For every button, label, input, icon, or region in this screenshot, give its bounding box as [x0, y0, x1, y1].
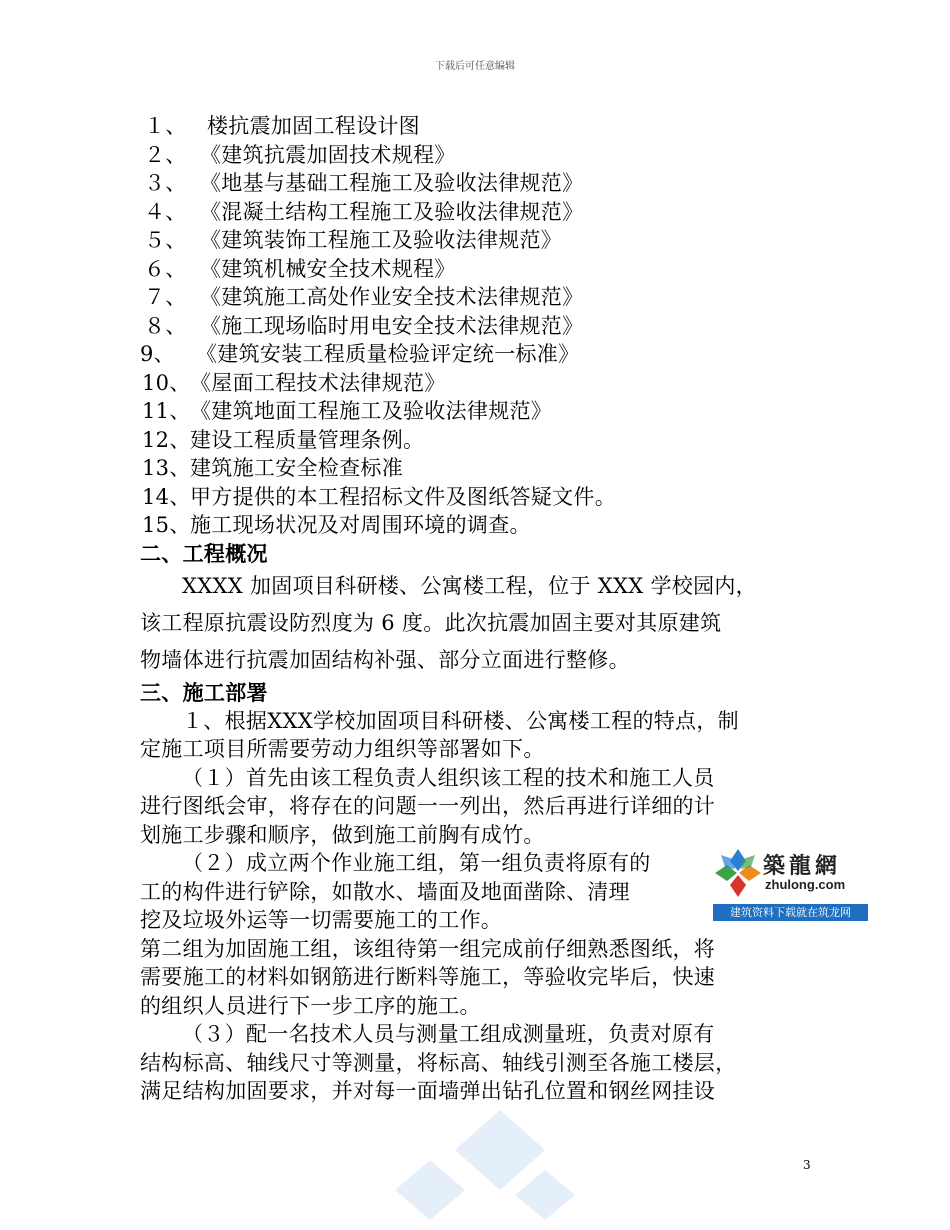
reference-number: ４、	[144, 199, 187, 224]
paragraph-line: １、根据XXX学校加固项目科研楼、公寓楼工程的特点，制	[182, 708, 739, 733]
paragraph-line: （２）成立两个作业施工组，第一组负责将原有的	[182, 851, 651, 875]
paragraph-line: 的组织人员进行下一步工序的施工。	[140, 993, 481, 1018]
paragraph-line: 挖及垃圾外运等一切需要施工的工作。	[140, 908, 503, 932]
reference-text: 《建筑抗震加固技术规程》	[200, 142, 456, 167]
paragraph-line: 物墙体进行抗震加固结构补强、部分立面进行整修。	[140, 647, 630, 672]
reference-number: 15、	[142, 513, 191, 537]
reference-text: 甲方提供的本工程招标文件及图纸答疑文件。	[190, 484, 616, 509]
reference-item	[142, 426, 840, 455]
page-number: 3	[803, 1158, 811, 1172]
flower-logo-icon	[713, 847, 763, 902]
snowflake-watermark-icon	[370, 1100, 600, 1230]
paragraph-line: 第二组为加固施工组，该组待第一组完成前仔细熟悉图纸，将	[140, 936, 716, 961]
reference-item	[142, 483, 840, 512]
reference-number: 12、	[142, 427, 191, 452]
reference-item	[142, 454, 840, 483]
paragraph-line: 进行图纸会审，将存在的问题一一列出，然后再进行详细的计	[140, 794, 716, 818]
logo-domain: zhulong.com	[765, 877, 846, 892]
reference-text: 《建筑地面工程施工及验收法律规范》	[190, 399, 553, 423]
reference-item	[144, 198, 840, 227]
paragraph-line: 该工程原抗震设防烈度为 6 度。此次抗震加固主要对其原建筑	[140, 610, 722, 635]
reference-item	[144, 283, 840, 312]
reference-number: ６、	[144, 256, 187, 281]
reference-number: ２、	[144, 142, 187, 167]
reference-item	[144, 255, 840, 284]
paragraph-line: 需要施工的材料如钢筋进行断料等施工，等验收完毕后，快速	[140, 965, 716, 989]
reference-text: 《混凝土结构工程施工及验收法律规范》	[200, 199, 584, 224]
reference-number: １、	[144, 114, 187, 138]
document-body	[140, 112, 840, 1106]
reference-item	[144, 112, 840, 141]
reference-number: ７、	[144, 285, 187, 309]
reference-number: ８、	[144, 313, 187, 338]
reference-item	[140, 340, 840, 369]
reference-number: 10、	[142, 370, 191, 395]
reference-number: 13、	[142, 456, 191, 480]
paragraph-line: 满足结构加固要求，并对每一面墙弹出钻孔位置和钢丝网挂设	[140, 1079, 716, 1103]
reference-text: 《建筑安装工程质量检验评定统一标准》	[196, 342, 580, 366]
reference-item	[144, 312, 840, 341]
paragraph-line: XXXX 加固项目科研楼、公寓楼工程，位于 XXX 学校园内，	[182, 573, 757, 598]
logo-slogan: 建筑资料下载就在筑龙网	[713, 904, 868, 921]
paragraph-line: （１）首先由该工程负责人组织该工程的技术和施工人员	[182, 765, 715, 790]
section-title: 二、工程概况	[140, 541, 268, 566]
paragraph-line: 工的构件进行铲除，如散水、墙面及地面凿除、清理	[140, 879, 630, 904]
reference-text: 《建筑机械安全技术规程》	[200, 256, 456, 281]
reference-text: 《地基与基础工程施工及验收法律规范》	[200, 171, 584, 195]
reference-text: 《屋面工程技术法律规范》	[190, 370, 446, 395]
reference-number: ３、	[144, 171, 187, 195]
section-title: 三、施工部署	[140, 680, 268, 705]
paragraph-line: 划施工步骤和顺序，做到施工前胸有成竹。	[140, 822, 545, 847]
header-note: 下载后可任意编辑	[435, 61, 515, 72]
zhulong-logo	[713, 847, 868, 921]
reference-text: 建筑施工安全检查标准	[190, 456, 403, 480]
reference-text: 建设工程质量管理条例。	[190, 427, 425, 452]
paragraph-line: 定施工项目所需要劳动力组织等部署如下。	[140, 737, 545, 761]
reference-text: 楼抗震加固工程设计图	[200, 114, 420, 138]
reference-number: 14、	[142, 484, 191, 509]
reference-item	[142, 397, 840, 426]
logo-name: 築龍網	[763, 854, 842, 879]
reference-text: 施工现场状况及对周围环境的调查。	[190, 513, 531, 537]
reference-item	[142, 369, 840, 398]
reference-number: 11、	[142, 399, 191, 423]
paragraph-line: 结构标高、轴线尺寸等测量，将标高、轴线引测至各施工楼层，	[140, 1050, 737, 1075]
reference-text: 《施工现场临时用电安全技术法律规范》	[200, 313, 584, 338]
reference-item	[144, 141, 840, 170]
paragraph-line: （３）配一名技术人员与测量工组成测量班，负责对原有	[182, 1022, 715, 1046]
reference-item	[144, 226, 840, 255]
reference-text: 《建筑施工高处作业安全技术法律规范》	[200, 285, 584, 309]
reference-item	[142, 511, 840, 540]
reference-number: ５、	[144, 228, 187, 252]
reference-text: 《建筑装饰工程施工及验收法律规范》	[200, 228, 563, 252]
reference-number: 9、	[140, 342, 175, 366]
reference-item	[144, 169, 840, 198]
section-paragraph	[140, 568, 840, 679]
